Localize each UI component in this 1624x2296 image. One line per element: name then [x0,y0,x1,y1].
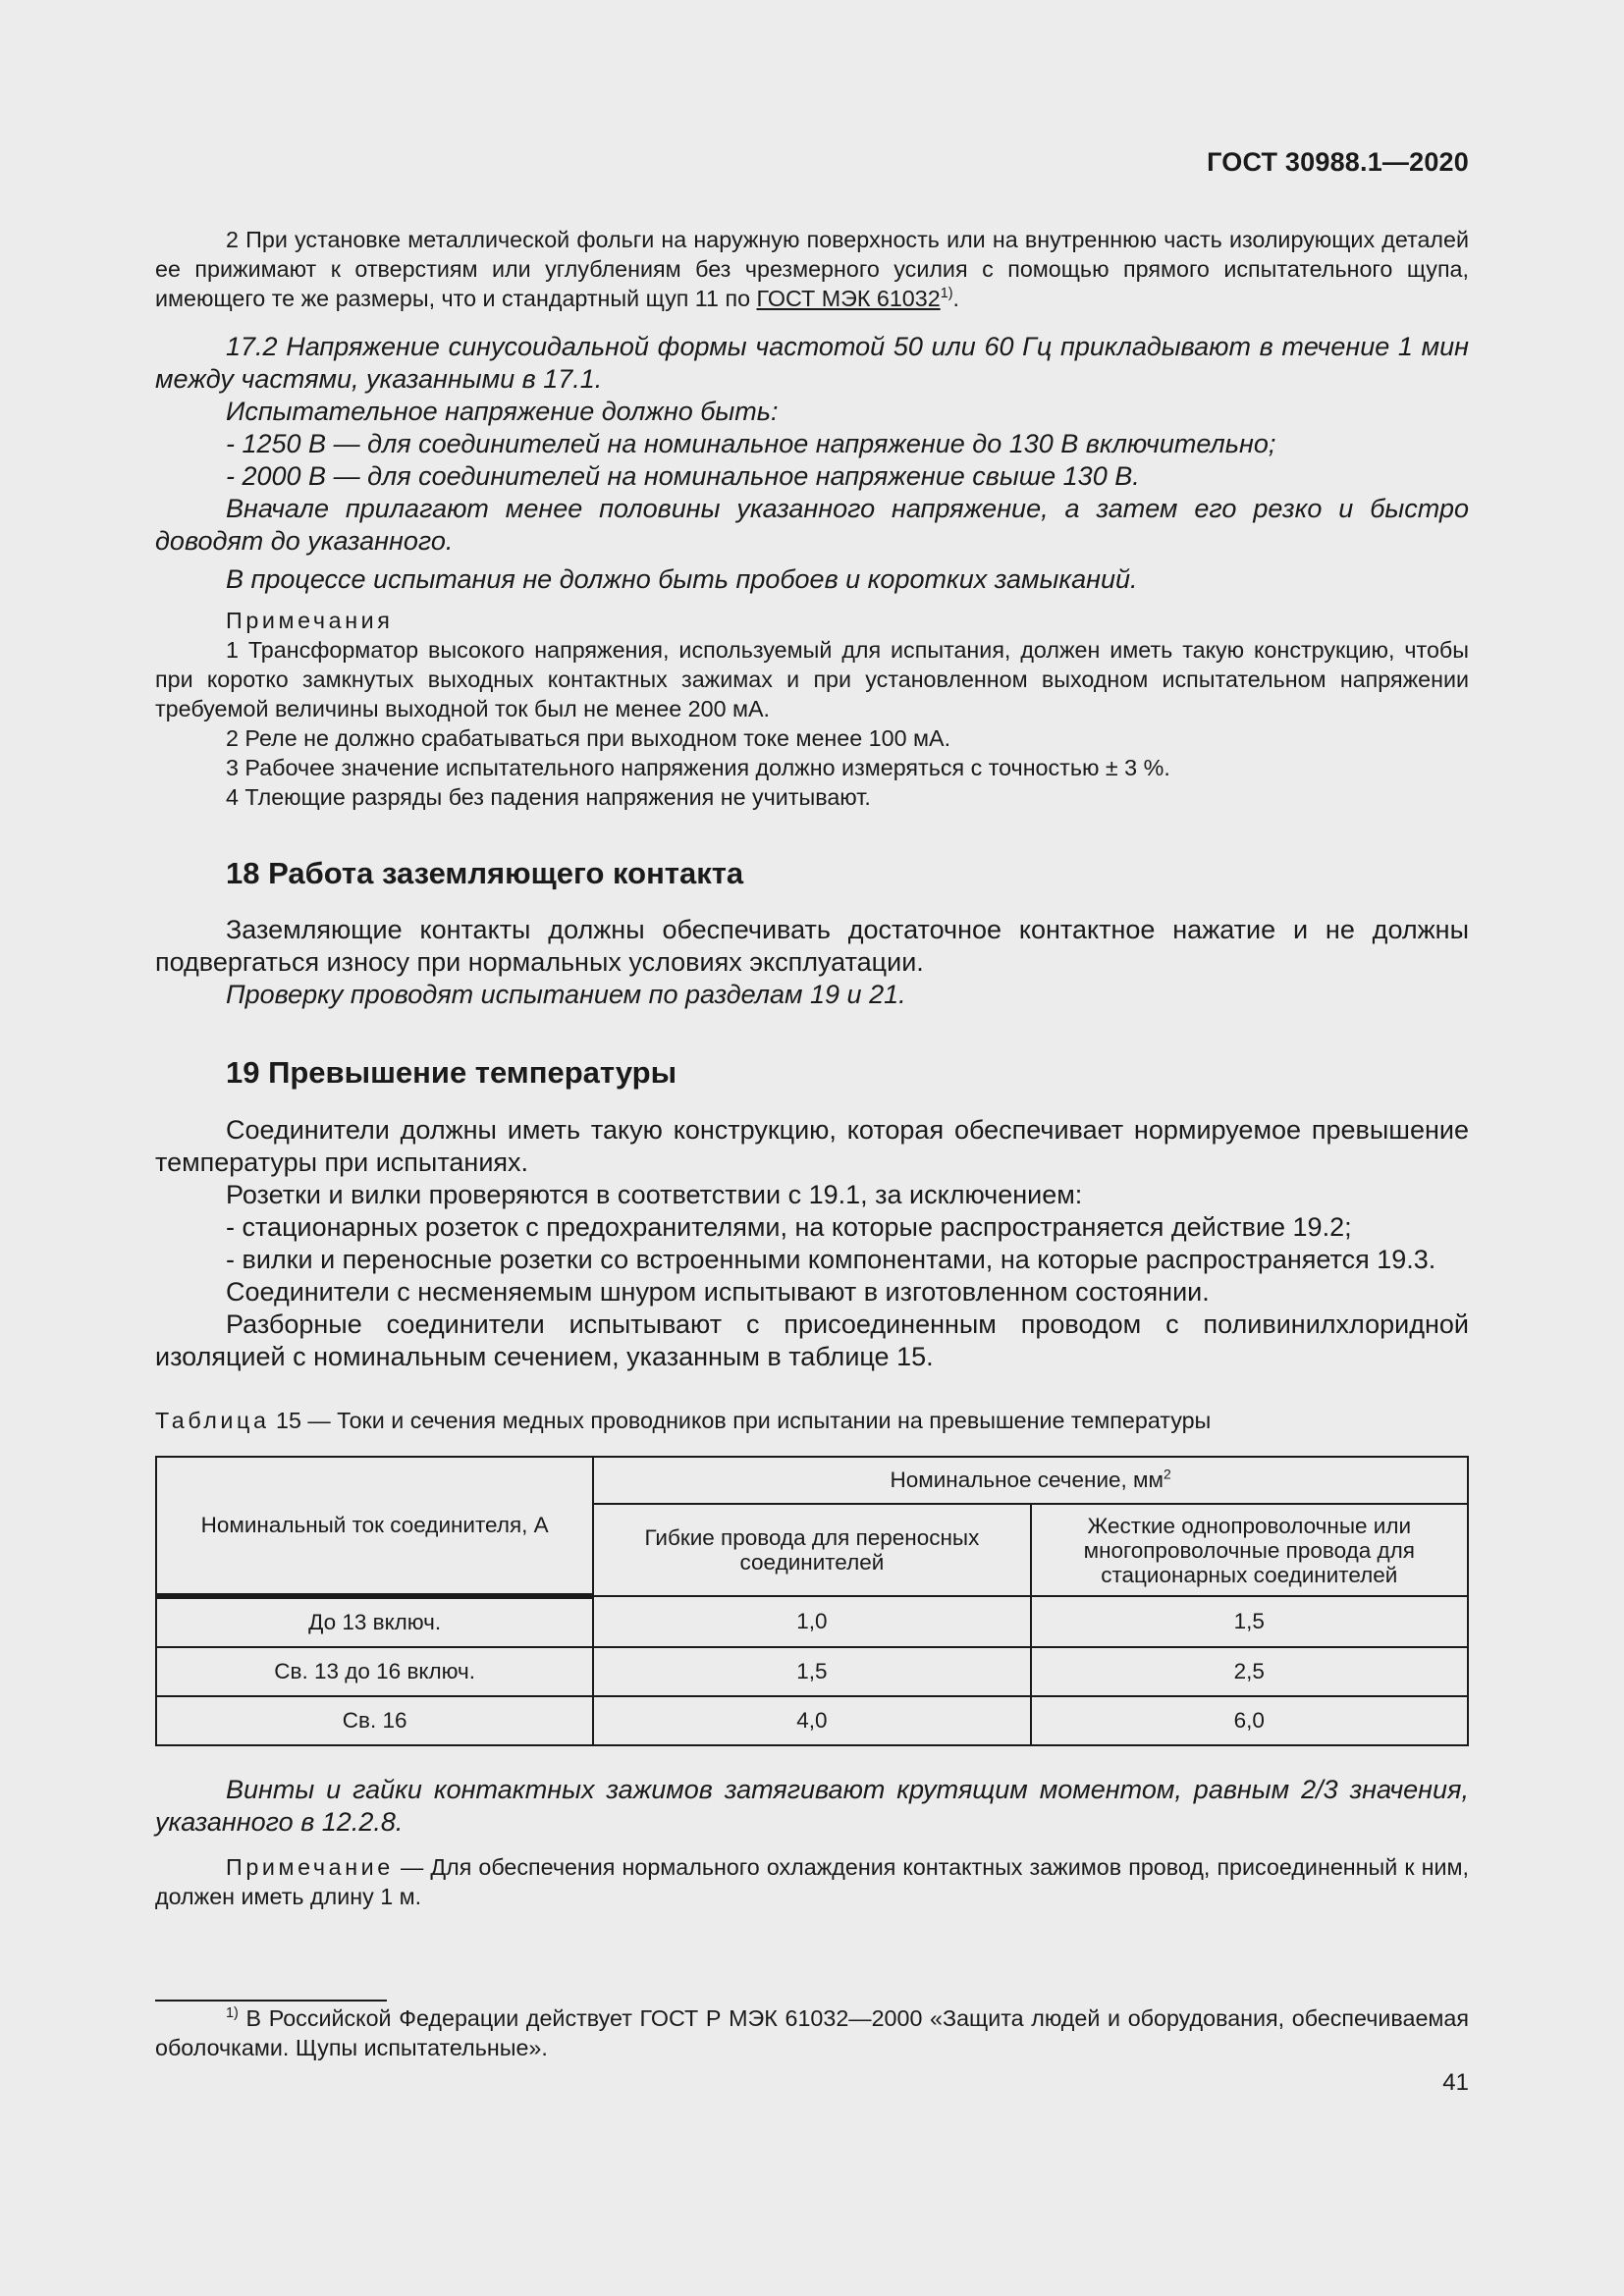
voltage-item-1250: - 1250 В — для соединителей на номинальное напряжение до 130 В включительно; [226,429,1276,458]
table-caption-text: 15 — Токи и сечения медных проводников при испытании на превышение температуры [269,1408,1212,1433]
notes-block [155,606,1469,812]
clause-17-2-intro: 17.2 Напряжение синусоидальной формы частотой 50 или 60 Гц прикладывают в течение 1 мин между частями, указанными в 17.1. [155,332,1469,394]
cell-flexible: 4,0 [593,1696,1030,1745]
paragraph-foil-tail: . [952,286,960,311]
table-row [156,1696,1468,1745]
note-1: 1 Трансформатор высокого напряжения, используемый для испытания, должен иметь такую конструкцию, чтобы при коротко замкнутых выходных контактных зажимах и при установленном выходном испытательном напряжении требуемой величины выходной ток был не менее 200 мА. [155,637,1469,721]
section-18-check: Проверку проводят испытанием по разделам 19 и 21. [226,980,906,1009]
cell-current: Св. 13 до 16 включ. [156,1647,593,1696]
section-18-paragraph: Заземляющие контакты должны обеспечивать достаточное контактное нажатие и не должны подвергаться износу при нормальных условиях эксплуатации. [155,915,1469,977]
section-19-paragraph-4: Разборные соединители испытывают с присоединенным проводом с поливинилхлоридной изоляцией с номинальным сечением, указанным в таблице 15. [155,1309,1469,1371]
section-18-heading: 18 Работа заземляющего контакта [226,856,744,890]
section-19-paragraph-2: Розетки и вилки проверяются в соответствии с 19.1, за исключением: [226,1180,1083,1209]
note-4: 4 Тлеющие разряды без падения напряжения не учитывают. [226,784,871,810]
notes-title: Примечания [226,608,394,633]
header-flexible: Гибкие провода для переносных соединителей [593,1504,1030,1596]
cell-flexible: 1,5 [593,1647,1030,1696]
footnote-separator [155,2000,387,2002]
section-18-body [155,914,1469,1011]
clause-17-2 [155,331,1469,596]
paragraph-foil [155,225,1469,313]
note-2: 2 Реле не должно срабатываться при выходном токе менее 100 мА. [226,725,951,751]
header-section: Номинальное сечение, $мм^2$ [593,1457,1468,1504]
table-row [156,1596,1468,1647]
footnote-number: 1) [226,2005,239,2022]
section-19-heading: 19 Превышение температуры [226,1055,677,1090]
header-current: Номинальный ток соединителя, А [156,1457,593,1596]
cooling-note-label: Примечание [226,1854,394,1880]
cell-current: Св. 16 [156,1696,593,1745]
standard-reference-link[interactable]: ГОСТ МЭК 61032 [756,286,941,311]
voltage-application: Вначале прилагают менее половины указанного напряжение, а затем его резко и быстро доводят до указанного. [155,494,1469,556]
table-15-caption [155,1406,1469,1435]
table-caption-label: Таблица [155,1408,270,1433]
header-rigid: Жесткие однопроволочные или многопроволочные провода для стационарных соединителей [1031,1504,1468,1596]
cell-current: До 13 включ. [156,1596,593,1647]
note-3: 3 Рабочее значение испытательного напряжения должно измеряться с точностью ± 3 %. [226,755,1170,780]
cooling-note [155,1852,1469,1911]
section-19-list-item-2: - вилки и переносные розетки со встроенными компонентами, на которые распространяется 19.3. [226,1245,1436,1274]
section-19-paragraph-1: Соединители должны иметь такую конструкцию, которая обеспечивает нормируемое превышение температуры при испытаниях. [155,1115,1469,1177]
page-number: 41 [1442,2069,1469,2096]
document-code: ГОСТ 30988.1—2020 [1207,147,1469,177]
section-19-body [155,1114,1469,1373]
screws-tightening: Винты и гайки контактных зажимов затягивают крутящим моментом, равным 2/3 значения, указанного в 12.2.8. [155,1775,1469,1837]
table-row [156,1647,1468,1696]
cell-rigid: 2,5 [1031,1647,1468,1696]
footnote [155,2003,1469,2062]
no-breakdown-requirement: В процессе испытания не должно быть пробоев и коротких замыканий. [226,564,1138,594]
section-19-list-item-1: - стационарных розеток с предохранителями, на которые распространяется действие 19.2; [226,1212,1352,1242]
test-voltage-title: Испытательное напряжение должно быть: [226,397,779,426]
table-header-row [156,1457,1468,1504]
cell-flexible: 1,0 [593,1596,1030,1647]
table-15 [155,1456,1469,1746]
footnote-text: В Российской Федерации действует ГОСТ Р МЭК 61032—2000 «Защита людей и оборудования, обеспечиваемая оболочками. Щупы испытательные». [155,2005,1469,2060]
section-19-paragraph-3: Соединители с несменяемым шнуром испытывают в изготовленном состоянии. [226,1277,1210,1307]
header-section-sup: 2 [1164,1466,1171,1482]
footnote-marker[interactable]: 1) [940,286,953,302]
voltage-item-2000: - 2000 В — для соединителей на номинальное напряжение свыше 130 В. [226,461,1140,491]
cell-rigid: 1,5 [1031,1596,1468,1647]
paragraph-foil-text: 2 При установке металлической фольги на наружную поверхность или на внутреннюю часть изолирующих деталей ее прижимают к отверстиям или углублениям без чрезмерного усилия с помощью прямого испытательного щупа, имеющего те же размеры, что и стандартный щуп 11 по [155,227,1469,311]
after-table-block [155,1774,1469,1911]
cooling-note-text: — Для обеспечения нормального охлаждения контактных зажимов провод, присоединенный к ним, должен иметь длину 1 м. [155,1854,1469,1909]
cell-rigid: 6,0 [1031,1696,1468,1745]
